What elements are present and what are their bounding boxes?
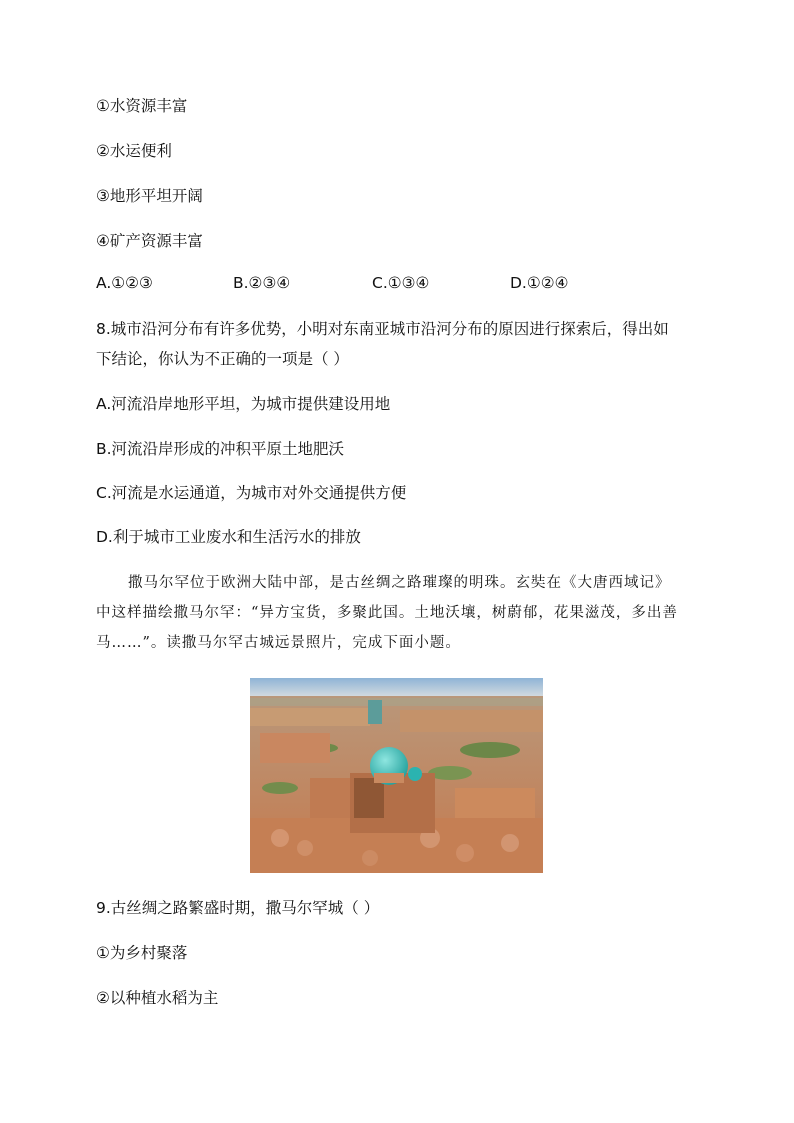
- q7-item-2: ②水运便利: [96, 142, 172, 160]
- q8-option-a: A.河流沿岸地形平坦，为城市提供建设用地: [96, 395, 391, 413]
- q7-option-d: D.①②④: [510, 274, 569, 292]
- passage: [96, 568, 706, 658]
- q8-option-c: C.河流是水运通道，为城市对外交通提供方便: [96, 484, 407, 502]
- q9-item-2: ②以种植水稻为主: [96, 989, 219, 1007]
- q8-option-b: B.河流沿岸形成的冲积平原土地肥沃: [96, 440, 345, 458]
- q7-options: [96, 274, 716, 296]
- q7-option-c: C.①③④: [372, 274, 430, 292]
- q9-stem: 9.古丝绸之路繁盛时期，撒马尔罕城（ ）: [96, 899, 380, 917]
- q7-item-3: ③地形平坦开阔: [96, 187, 203, 205]
- q7-option-b: B.②③④: [233, 274, 291, 292]
- q8-stem-line-1: 8.城市沿河分布有许多优势，小明对东南亚城市沿河分布的原因进行探索后，得出如: [96, 320, 669, 338]
- q7-item-1: ①水资源丰富: [96, 97, 188, 115]
- q7-option-a: A.①②③: [96, 274, 153, 292]
- q9-item-1: ①为乡村聚落: [96, 944, 188, 962]
- samarkand-photo: [250, 678, 543, 873]
- passage-line-1: 撒马尔罕位于欧洲大陆中部，是古丝绸之路璀璨的明珠。玄奘在《大唐西域记》: [128, 575, 671, 591]
- q8-option-d: D.利于城市工业废水和生活污水的排放: [96, 528, 361, 546]
- q7-item-4: ④矿产资源丰富: [96, 232, 203, 250]
- q8-stem-line-2: 下结论，你认为不正确的一项是（ ）: [96, 350, 349, 368]
- passage-line-2: 中这样描绘撒马尔罕：“异方宝货，多聚此国。土地沃壤，树蔚郁，花果滋茂，多出善: [96, 605, 678, 621]
- passage-line-3: 马……”。读撒马尔罕古城远景照片，完成下面小题。: [96, 635, 461, 651]
